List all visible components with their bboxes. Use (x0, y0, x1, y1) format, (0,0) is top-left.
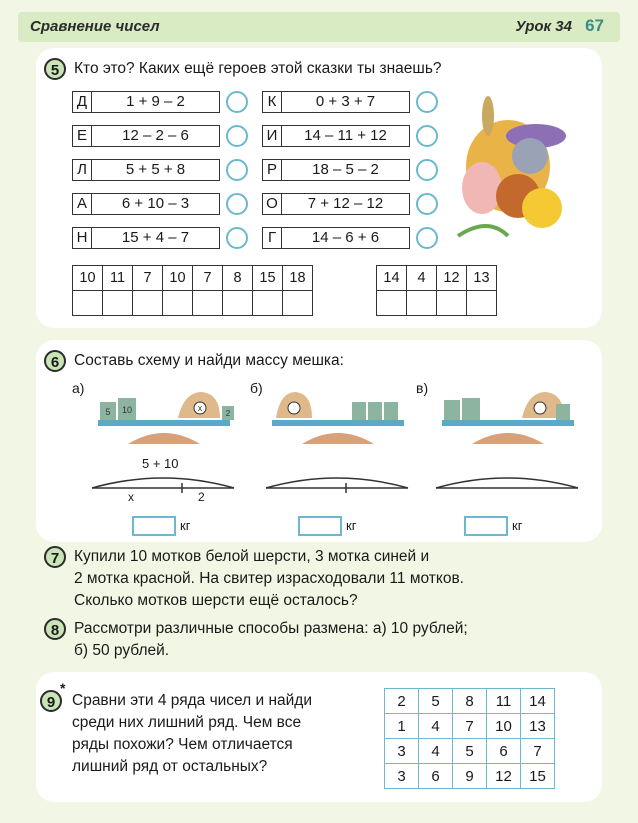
answer-letter-cell[interactable] (103, 291, 133, 316)
page-number: 67 (585, 16, 604, 35)
answer-letter-cell[interactable] (467, 291, 497, 316)
scale-base (128, 433, 200, 444)
answer-number-cell: 11 (103, 266, 133, 291)
task6-text: Составь схему и найди массу мешка: (74, 352, 344, 369)
answer-circle[interactable] (226, 159, 248, 181)
table-cell: 12 (487, 764, 521, 789)
table-cell: 13 (521, 714, 555, 739)
code-letter: А (72, 193, 92, 215)
code-expression: 1 + 9 – 2 (92, 91, 220, 113)
table-row (385, 714, 555, 739)
bag-x-circle (288, 402, 300, 414)
answer-circle[interactable] (416, 125, 438, 147)
answer-number-cell: 7 (193, 266, 223, 291)
table-cell: 1 (385, 714, 419, 739)
table-cell: 8 (453, 689, 487, 714)
fairy-tale-heroes-illustration (448, 96, 576, 244)
code-letter: Л (72, 159, 92, 181)
answer-circle[interactable] (226, 193, 248, 215)
rabbit-shape (462, 162, 502, 214)
owl-shape (512, 138, 548, 174)
task5-answer-table-1 (72, 265, 313, 316)
answer-number-cell: 15 (253, 266, 283, 291)
table-cell: 14 (521, 689, 555, 714)
scheme-arc (92, 478, 234, 488)
answer-box-v[interactable] (464, 516, 508, 536)
lesson-title: Урок 34 (515, 18, 572, 35)
section-title: Сравнение чисел (30, 18, 160, 35)
task9-number-table (384, 688, 555, 789)
table-cell: 7 (521, 739, 555, 764)
scale-label-v: в) (416, 380, 429, 396)
scale-label-b: б) (250, 380, 263, 396)
task7-line-3: Сколько мотков шерсти ещё осталось? (74, 592, 358, 609)
answer-number-cell: 10 (163, 266, 193, 291)
code-letter: Д (72, 91, 92, 113)
code-row (72, 124, 248, 148)
scale-base (302, 433, 374, 444)
code-row (262, 90, 438, 114)
code-row (262, 158, 438, 182)
table-cell: 4 (419, 739, 453, 764)
unit-b: кг (346, 518, 357, 533)
weight-shape (556, 404, 570, 420)
scale-pan-bar (272, 420, 404, 426)
code-expression: 15 + 4 – 7 (92, 227, 220, 249)
scheme-arc (436, 478, 578, 488)
answer-circle[interactable] (416, 91, 438, 113)
answer-letter-cell[interactable] (133, 291, 163, 316)
table-cell: 5 (419, 689, 453, 714)
task9-number: 9 (40, 690, 62, 712)
code-expression: 12 – 2 – 6 (92, 125, 220, 147)
weight-10-label: 10 (121, 405, 133, 415)
table-row (385, 739, 555, 764)
weight-shape (444, 400, 460, 420)
bag-x-label: x (197, 403, 203, 413)
scheme-x-label: x (128, 490, 134, 504)
code-letter: Е (72, 125, 92, 147)
code-row (262, 192, 438, 216)
scheme-2-label: 2 (198, 490, 205, 504)
grass-shape (458, 226, 508, 236)
scheme-a (88, 470, 238, 504)
answer-number-cell: 7 (133, 266, 163, 291)
code-expression: 6 + 10 – 3 (92, 193, 220, 215)
table-cell: 3 (385, 764, 419, 789)
task6-number: 6 (44, 350, 66, 372)
answer-number-cell: 10 (73, 266, 103, 291)
answer-number-cell: 14 (377, 266, 407, 291)
code-row (262, 124, 438, 148)
answer-letter-cell[interactable] (283, 291, 313, 316)
weight-shape (384, 402, 398, 420)
task9-line-1: Сравни эти 4 ряда чисел и найди (72, 692, 313, 709)
weight-shape (462, 398, 480, 420)
sun-shape (522, 188, 562, 228)
answer-number-cell: 12 (437, 266, 467, 291)
table-cell: 7 (453, 714, 487, 739)
code-row (72, 90, 248, 114)
scheme-v (432, 470, 582, 504)
scale-b (262, 382, 414, 446)
table-cell: 9 (453, 764, 487, 789)
code-expression: 18 – 5 – 2 (282, 159, 410, 181)
answer-box-b[interactable] (298, 516, 342, 536)
table-row (385, 689, 555, 714)
code-expression: 14 – 6 + 6 (282, 227, 410, 249)
answer-box-a[interactable] (132, 516, 176, 536)
task5-number: 5 (44, 58, 66, 80)
table-cell: 10 (487, 714, 521, 739)
unit-a: кг (180, 518, 191, 533)
task9-line-4: лишний ряд от остальных? (72, 758, 268, 775)
answer-number-cell: 18 (283, 266, 313, 291)
code-row (72, 192, 248, 216)
answer-circle[interactable] (416, 159, 438, 181)
answer-circle[interactable] (226, 227, 248, 249)
answer-letter-cell[interactable] (253, 291, 283, 316)
task9-star: * (60, 680, 66, 696)
code-expression: 7 + 12 – 12 (282, 193, 410, 215)
code-row (72, 226, 248, 250)
scheme-b (262, 470, 412, 504)
table-cell: 6 (419, 764, 453, 789)
scheme-top-label: 5 + 10 (142, 456, 179, 471)
task7-line-2: 2 мотка красной. На свитер израсходовали 11 мотков. (74, 570, 464, 587)
code-row (72, 158, 248, 182)
weight-5-label: 5 (105, 407, 111, 417)
task9-line-2: среди них лишний ряд. Чем все (72, 714, 302, 731)
answer-circle[interactable] (416, 227, 438, 249)
task5-text: Кто это? Каких ещё героев этой сказки ты знаешь? (74, 60, 442, 77)
code-expression: 14 – 11 + 12 (282, 125, 410, 147)
ear-shape (482, 96, 494, 136)
code-expression: 0 + 3 + 7 (282, 91, 410, 113)
scale-pan-bar (442, 420, 574, 426)
answer-number-cell: 8 (223, 266, 253, 291)
answer-letter-cell[interactable] (377, 291, 407, 316)
weight-shape (352, 402, 366, 420)
answer-number-cell: 13 (467, 266, 497, 291)
task9-line-3: ряды похожи? Чем отличается (72, 736, 293, 753)
weight-shape (368, 402, 382, 420)
page-header (18, 12, 620, 42)
code-letter: Р (262, 159, 282, 181)
task8-number: 8 (44, 618, 66, 640)
task8-line-2: б) 50 рублей. (74, 642, 170, 659)
table-cell: 3 (385, 739, 419, 764)
answer-circle[interactable] (226, 125, 248, 147)
answer-circle[interactable] (416, 193, 438, 215)
answer-circle[interactable] (226, 91, 248, 113)
table-row (385, 764, 555, 789)
scheme-arc (266, 478, 408, 488)
code-letter: К (262, 91, 282, 113)
code-expression: 5 + 5 + 8 (92, 159, 220, 181)
answer-letter-cell[interactable] (163, 291, 193, 316)
code-letter: И (262, 125, 282, 147)
answer-number-cell: 4 (407, 266, 437, 291)
scale-label-a: а) (72, 380, 85, 396)
table-cell: 4 (419, 714, 453, 739)
answer-letter-cell[interactable] (223, 291, 253, 316)
scale-pan-bar (98, 420, 230, 426)
table-cell: 11 (487, 689, 521, 714)
code-letter: О (262, 193, 282, 215)
table-cell: 2 (385, 689, 419, 714)
task7-line-1: Купили 10 мотков белой шерсти, 3 мотка синей и (74, 548, 430, 565)
task8-line-1: Рассмотри различные способы размена: а) 10 рублей; (74, 620, 468, 637)
answer-letter-cell[interactable] (193, 291, 223, 316)
scale-a (88, 382, 240, 446)
table-cell: 15 (521, 764, 555, 789)
code-letter: Г (262, 227, 282, 249)
answer-letter-cell[interactable] (73, 291, 103, 316)
answer-letter-cell[interactable] (407, 291, 437, 316)
task7-number: 7 (44, 546, 66, 568)
answer-letter-cell[interactable] (437, 291, 467, 316)
code-letter: Н (72, 227, 92, 249)
bag-x-circle (534, 402, 546, 414)
table-cell: 5 (453, 739, 487, 764)
scale-base (472, 433, 544, 444)
code-row (262, 226, 438, 250)
table-cell: 6 (487, 739, 521, 764)
weight-2-label: 2 (225, 409, 231, 418)
scale-v (432, 382, 584, 446)
unit-v: кг (512, 518, 523, 533)
task5-answer-table-2 (376, 265, 497, 316)
